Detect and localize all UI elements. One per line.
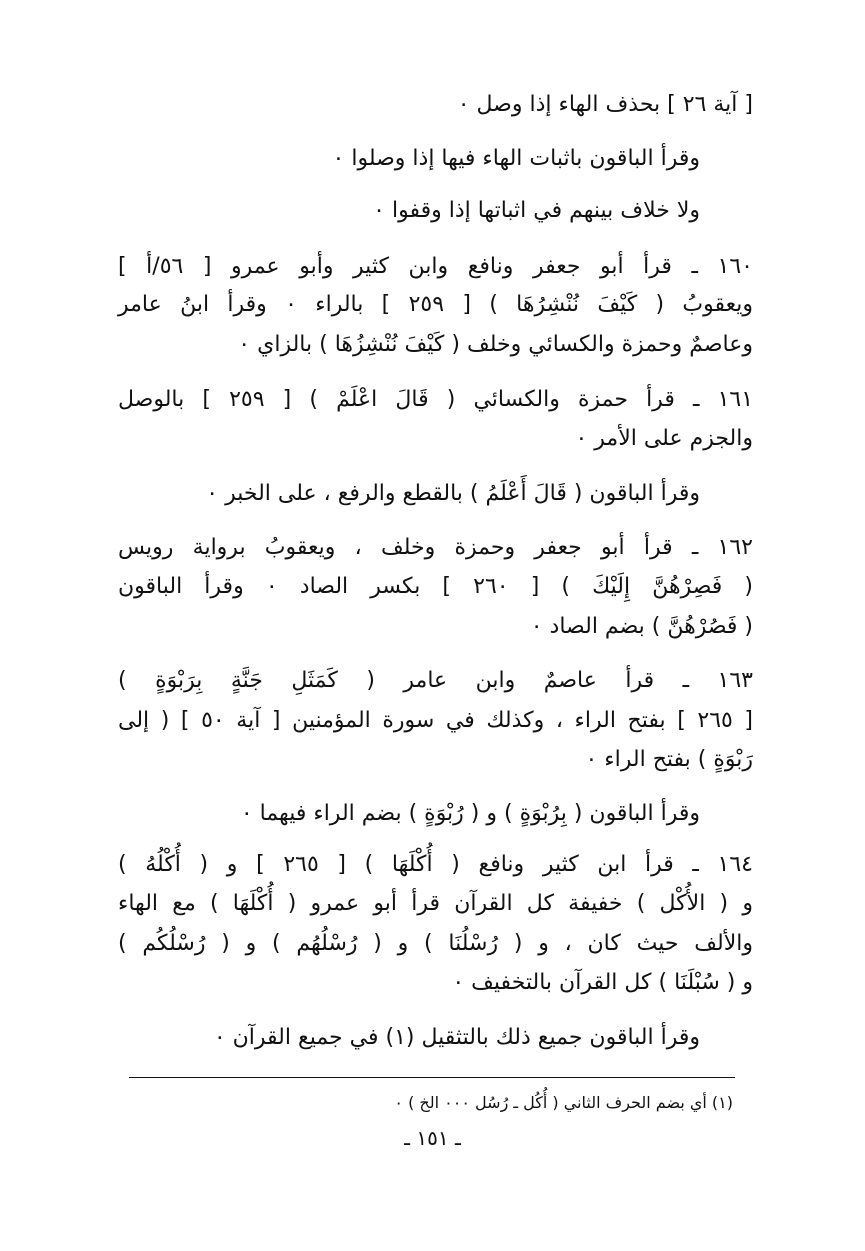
text-line: و ( سُبْلَنَا ) كل القرآن بالتخفيف ٠ xyxy=(452,970,753,995)
text-line: ١٦٢ ـ قرأ أبو جعفر وحمزة وخلف ، ويعقوبُ برواية رويس xyxy=(118,535,753,560)
text-line: ١٦٣ ـ قرأ عاصمٌ وابن عامر ( كَمَثَلِ جَنَّةٍ بِرَبْوَةٍ ) xyxy=(118,668,753,693)
text-line: رَبْوَةٍ ) بفتح الراء ٠ xyxy=(585,747,753,772)
text-line: ١٦٠ ـ قرأ أبو جعفر ونافع وابن كثير وأبو عمرو [ ٥٦/أ ] xyxy=(118,254,753,279)
footnote-divider xyxy=(129,1077,735,1078)
text-line: ولا خلاف بينهم في اثباتها إذا وقفوا ٠ xyxy=(373,198,700,223)
text-line: وقرأ الباقون جميع ذلك بالتثقيل (١) في جميع القرآن ٠ xyxy=(213,1025,700,1050)
text-line: [ آية ٢٦ ] بحذف الهاء إذا وصل ٠ xyxy=(457,92,753,117)
text-line: ( فَصُرْهُنَّ ) بضم الصاد ٠ xyxy=(530,614,753,639)
page-number: ـ ١٥١ ـ xyxy=(404,1126,461,1150)
text-line: وقرأ الباقون باثبات الهاء فيها إذا وصلوا ٠ xyxy=(332,146,700,171)
text-line: ويعقوبُ ( كَيْفَ نُنْشِرُهَا ) [ ٢٥٩ ] بالراء ٠ وقرأ ابنُ عامر xyxy=(118,292,753,317)
text-line: والجزم على الأمر ٠ xyxy=(575,426,753,451)
text-line: و ( الأُكْل ) خفيفة كل القرآن قرأ أبو عمرو ( أُكْلَهَا ) مع الهاء xyxy=(118,891,753,916)
text-line: [ ٢٦٥ ] بفتح الراء ، وكذلك في سورة المؤمنين [ آية ٥٠ ] ( إلى xyxy=(118,708,753,733)
text-line: ١٦١ ـ قرأ حمزة والكسائي ( قَالَ اعْلَمْ ) [ ٢٥٩ ] بالوصل xyxy=(118,387,754,412)
text-line: وعاصمٌ وحمزة والكسائي وخلف ( كَيْفَ نُنْشِزُهَا ) بالزاي ٠ xyxy=(238,332,753,357)
text-line: ( فَصِرْهُنَّ إِلَيْكَ ) [ ٢٦٠ ] بكسر الصاد ٠ وقرأ الباقون xyxy=(118,574,753,599)
text-line: وقرأ الباقون ( بِرُبْوَةٍ ) و ( رُبْوَةٍ ) بضم الراء فيهما ٠ xyxy=(240,801,700,826)
footnote: (١) أي بضم الحرف الثاني ( أُكُل ـ رُسُل ٠٠٠ الخ ) ٠ xyxy=(394,1093,733,1112)
text-line: ١٦٤ ـ قرأ ابن كثير ونافع ( أُكْلَهَا ) [ ٢٦٥ ] و ( أُكْلُهُ ) xyxy=(118,852,753,877)
text-line: والألف حيث كان ، و ( رُسْلُنَا ) و ( رُسْلُهُم ) و ( رُسْلُكُم ) xyxy=(118,931,753,956)
text-line: وقرأ الباقون ( قَالَ أَعْلَمُ ) بالقطع والرفع ، على الخبر ٠ xyxy=(206,481,700,506)
